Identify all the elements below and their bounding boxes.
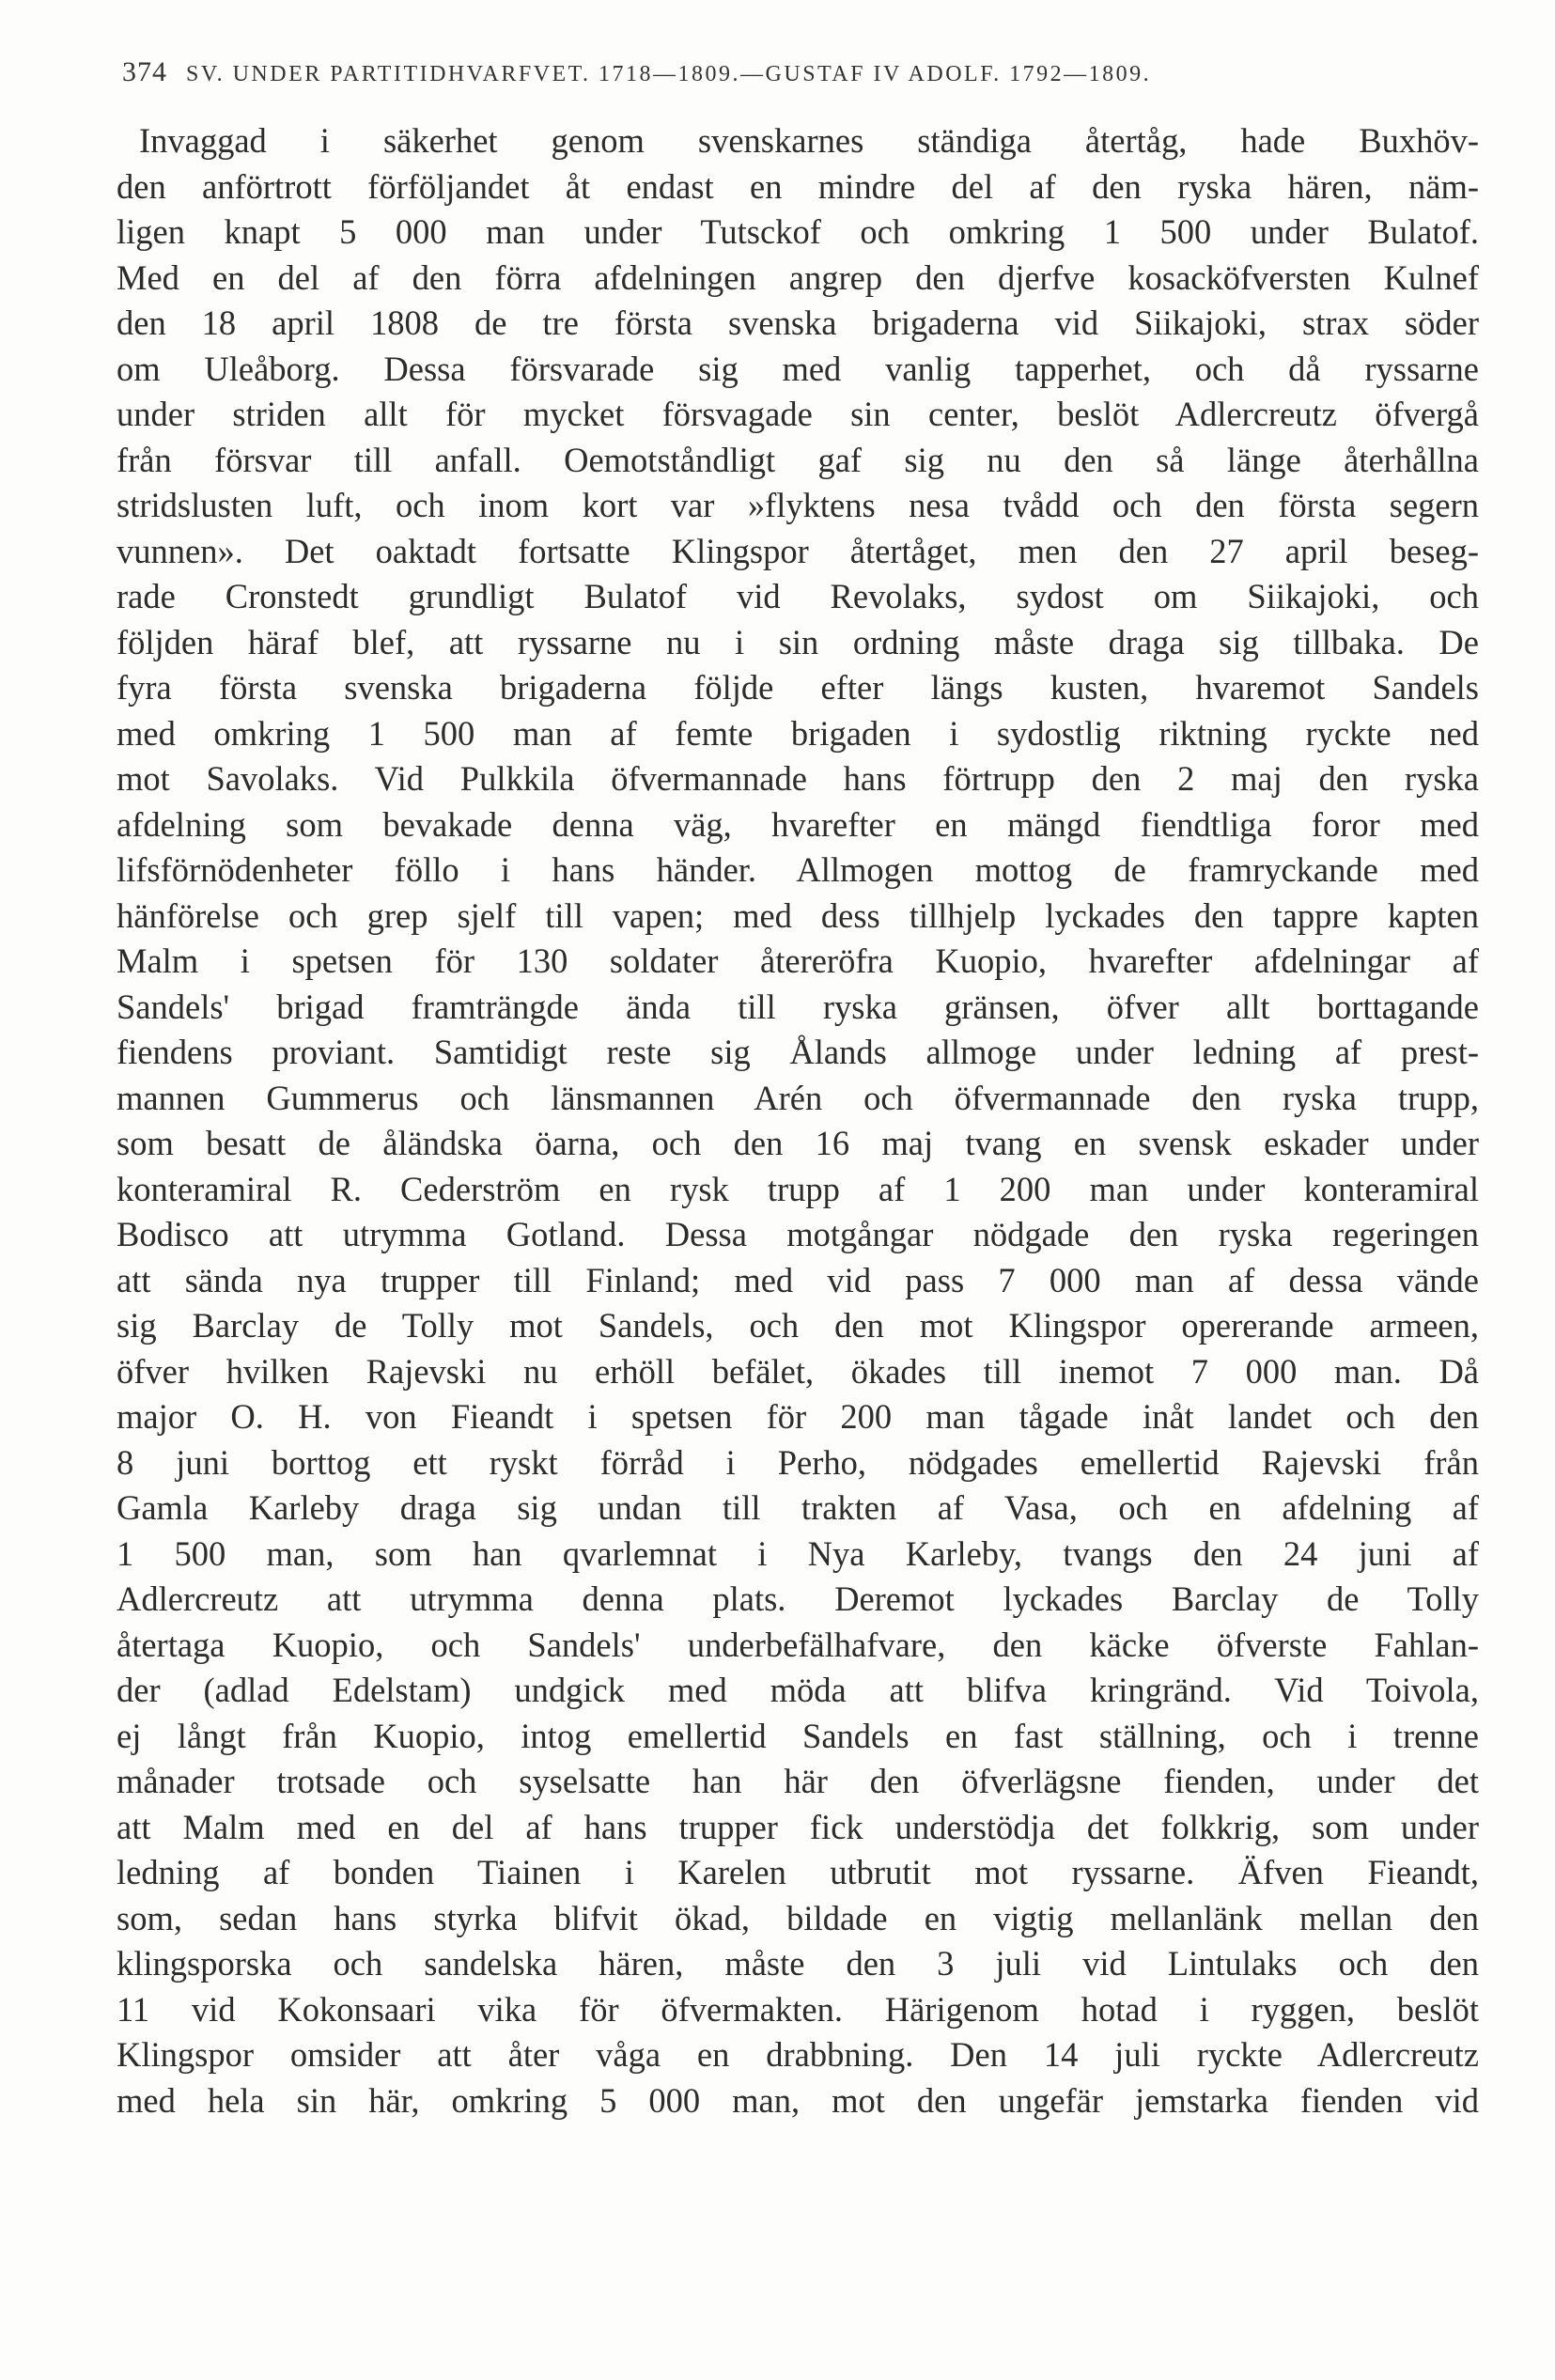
text-line: om Uleåborg. Dessa försvarade sig med vanlig tapperhet, och då ryssarne — [117, 349, 1479, 388]
text-line: Adlercreutz att utrymma denna plats. Deremot lyckades Barclay de Tolly — [117, 1579, 1479, 1618]
text-line: öfver hvilken Rajevski nu erhöll befälet, ökades till inemot 7 000 man. Då — [117, 1351, 1479, 1391]
text-line: fyra första svenska brigaderna följde efter längs kusten, hvaremot Sandels — [117, 668, 1479, 707]
page-number: 374 — [122, 56, 167, 87]
text-line: der (adlad Edelstam) undgick med möda att blifva kringränd. Vid Toivola, — [117, 1671, 1479, 1709]
text-line: månader trotsade och syselsatte han här den öfverlägsne fienden, under det — [117, 1762, 1479, 1800]
text-line: den anförtrott förföljandet åt endast en mindre del af den ryska hären, näm- — [117, 166, 1479, 206]
text-line: 11 vid Kokonsaari vika för öfvermakten. Härigenom hotad i ryggen, beslöt — [117, 1989, 1479, 2029]
text-line: med hela sin här, omkring 5 000 man, mot den ungefär jemstarka fienden vid — [117, 2080, 1479, 2120]
text-line: att Malm med en del af hans trupper fick understödja det folkkrig, som under — [117, 1807, 1479, 1846]
text-line: konteramiral R. Cederström en rysk trupp af 1 200 man under konteramiral — [117, 1169, 1479, 1208]
text-line: major O. H. von Fieandt i spetsen för 200 man tågade inåt landet och den — [117, 1397, 1479, 1436]
text-line: stridslusten luft, och inom kort var »flyktens nesa tvådd och den första segern — [117, 486, 1479, 524]
text-line: följden häraf blef, att ryssarne nu i sin ordning måste draga sig tillbaka. De — [117, 622, 1479, 661]
text-line: 1 500 man, som han qvarlemnat i Nya Karleby, tvangs den 24 juni af — [117, 1533, 1479, 1573]
text-line: Invaggad i säkerhet genom svenskarnes ständiga återtåg, hade Buxhöv- — [139, 121, 1479, 160]
text-line: vunnen». Det oaktadt fortsatte Klingspor återtåget, men den 27 april beseg- — [117, 531, 1479, 570]
text-line: från försvar till anfall. Oemotståndligt gaf sig nu den så länge återhållna — [117, 440, 1479, 479]
text-line: den 18 april 1808 de tre första svenska brigaderna vid Siikajoki, strax söder — [117, 303, 1479, 342]
text-line: som besatt de åländska öarna, och den 16 maj tvang en svensk eskader under — [117, 1124, 1479, 1162]
text-line: ligen knapt 5 000 man under Tutsckof och omkring 1 500 under Bulatof. — [117, 212, 1479, 251]
text-line: med omkring 1 500 man af femte brigaden i sydostlig riktning ryckte ned — [117, 713, 1479, 753]
text-line: rade Cronstedt grundligt Bulatof vid Revolaks, sydost om Siikajoki, och — [117, 577, 1479, 615]
text-line: Malm i spetsen för 130 soldater återeröfra Kuopio, hvarefter afdelningar af — [117, 941, 1479, 980]
text-line: fiendens proviant. Samtidigt reste sig Ålands allmoge under ledning af prest- — [117, 1033, 1479, 1071]
text-line: mot Savolaks. Vid Pulkkila öfvermannade hans förtrupp den 2 maj den ryska — [117, 759, 1479, 798]
text-line: afdelning som bevakade denna väg, hvarefter en mängd fiendtliga foror med — [117, 804, 1479, 844]
text-line: Med en del af den förra afdelningen angrep den djerfve kosacköfversten Kulnef — [117, 257, 1479, 297]
text-line: mannen Gummerus och länsmannen Arén och öfvermannade den ryska trupp, — [117, 1078, 1479, 1117]
text-line: återtaga Kuopio, och Sandels' underbefälhafvare, den käcke öfverste Fahlan- — [117, 1625, 1479, 1664]
text-line: lifsförnödenheter föllo i hans händer. Allmogen mottog de framryckande med — [117, 850, 1479, 889]
text-line: Sandels' brigad framträngde ända till ryska gränsen, öfver allt borttagande — [117, 987, 1479, 1026]
text-line: 8 juni borttog ett ryskt förråd i Perho, nödgades emellertid Rajevski från — [117, 1442, 1479, 1482]
text-line: sig Barclay de Tolly mot Sandels, och den mot Klingspor opererande armeen, — [117, 1306, 1479, 1345]
running-title: SV. UNDER PARTITIDHVARFVET. 1718—1809.—GUSTAF IV ADOLF. 1792—1809. — [186, 62, 1152, 86]
text-line: klingsporska och sandelska hären, måste den 3 juli vid Lintulaks och den — [117, 1944, 1479, 1983]
text-line: ledning af bonden Tiainen i Karelen utbrutit mot ryssarne. Äfven Fieandt, — [117, 1853, 1479, 1891]
text-line: under striden allt för mycket försvagade sin center, beslöt Adlercreutz öfvergå — [117, 395, 1479, 433]
text-line: hänförelse och grep sjelf till vapen; med dess tillhjelp lyckades den tappre kapten — [117, 895, 1479, 935]
text-line: Bodisco att utrymma Gotland. Dessa motgångar nödgade den ryska regeringen — [117, 1215, 1479, 1253]
body-paragraph — [117, 118, 1479, 2123]
text-line: Gamla Karleby draga sig undan till trakten af Vasa, och en afdelning af — [117, 1488, 1479, 1527]
running-header — [122, 56, 1485, 88]
text-line: ej långt från Kuopio, intog emellertid Sandels en fast ställning, och i trenne — [117, 1716, 1479, 1755]
text-line: Klingspor omsider att åter våga en drabbning. Den 14 juli ryckte Adlercreutz — [117, 2035, 1479, 2074]
text-line: som, sedan hans styrka blifvit ökad, bildade en vigtig mellanlänk mellan den — [117, 1898, 1479, 1937]
text-line: att sända nya trupper till Finland; med vid pass 7 000 man af dessa vände — [117, 1260, 1479, 1299]
